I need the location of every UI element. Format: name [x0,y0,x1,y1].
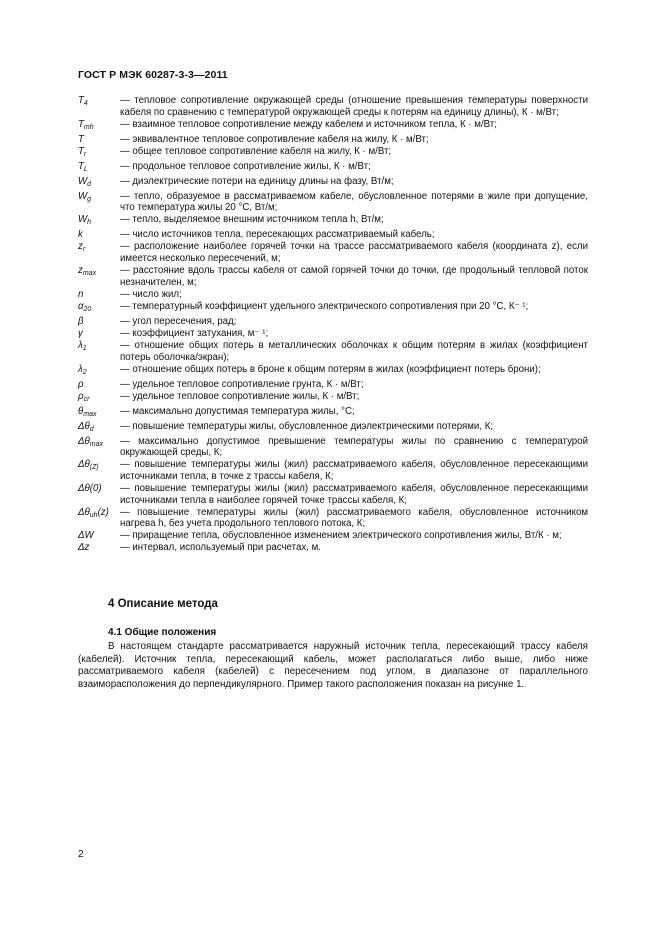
definition-item [78,436,588,459]
definition-symbol: $\lambda_2$ [78,363,87,376]
definition-text: — число источников тепла, пересекающих рассматриваемый кабель; [120,229,435,241]
definition-symbol: $\Delta\theta_{max}$ [78,435,103,448]
definition-text: — взаимное тепловое сопротивление между кабелем и источником тепла, К · м/Вт; [120,118,497,130]
definition-symbol: Δz [78,542,90,554]
definition-symbol: k [78,229,83,241]
definition-item [78,364,588,379]
definition-text: — температурный коэффициент удельного электрического сопротивления при 20 °С, К⁻ ¹; [120,300,529,312]
definition-text: — отношение общих потерь в металлических оболочках к общим потерям в жилах (коэффициент потерь оболочка/экран); [120,339,588,363]
definitions-list [78,95,588,554]
definition-item [78,459,588,482]
definition-item [78,507,588,530]
definition-symbol: $\lambda_1$ [78,339,87,352]
definition-text: — повышение температуры жилы, обусловленное диэлектрическими потерями, К; [120,420,494,432]
definition-text: — эквивалентное тепловое сопротивление кабеля на жилу, К · м/Вт; [120,133,429,145]
definition-text: — отношение общих потерь в броне к общим потерям в жилах (коэффициент потерь брони); [120,363,541,375]
definition-text: — максимально допустимая температура жилы, °С; [120,405,355,417]
definition-text: — удельное тепловое сопротивление жилы, К · м/Вт; [120,390,360,402]
definition-item [78,542,588,554]
definition-symbol: Δθ(0) [78,482,102,494]
definition-text: — тепло, выделяемое внешним источником тепла h, Вт/м; [120,214,384,226]
definition-symbol: $W_d$ [78,175,92,188]
definition-symbol: $\alpha_{20}$ [78,300,92,313]
definition-item [78,265,588,288]
definition-symbol: T [78,133,84,145]
definition-text: — диэлектрические потери на единицу длины на фазу, Вт/м; [120,175,394,187]
page-number: 2 [78,849,84,860]
definition-item [78,483,588,506]
definition-text: — приращение тепла, обусловленное изменением электрического сопротивления жилы, Вт/К · м; [120,530,562,542]
definition-item [78,176,588,191]
definition-item [78,316,588,328]
definition-item [78,191,588,214]
definition-symbol: $\Delta\theta_{uh}(z)$ [78,506,109,519]
definition-item [78,161,588,176]
definition-item [78,301,588,316]
definition-text: — максимально допустимое превышение температуры жилы по сравнению с температурой окружающей среды, К; [120,435,588,459]
definition-item [78,289,588,301]
definition-item [78,214,588,229]
definition-text: — общее тепловое сопротивление кабеля на жилу, К · м/Вт; [120,145,392,157]
definition-text: — удельное тепловое сопротивление грунта, К · м/Вт; [120,378,364,390]
definition-symbol: $T_{mh}$ [78,118,94,131]
definition-item [78,134,588,146]
definition-item [78,379,588,391]
definition-text: — тепло, образуемое в рассматриваемом кабеле, обусловленное потерями в жиле при допущение, что температура жилы 20 °С, Вт/м; [120,190,588,214]
definition-symbol: $z_r$ [78,241,86,254]
definition-symbol: $\rho_{cr}$ [78,390,90,403]
definition-symbol: ρ [78,378,84,390]
definition-text: — продольное тепловое сопротивление жилы, К · м/Вт; [120,160,371,172]
definition-text: — расположение наиболее горячей точки на трассе рассматриваемого кабеля (координата z), если имеется несколько пересечений, м; [120,241,588,265]
definition-symbol: $W_g$ [78,190,92,203]
definition-text: — повышение температуры жилы (жил) рассматриваемого кабеля, обусловленное пересекающими источниками тепла в наиболее горячей точке трассы кабеля, К; [120,482,588,506]
definition-symbol: $\Delta\theta_d$ [78,420,94,433]
definition-item [78,229,588,241]
definition-text: — число жил; [120,288,182,300]
definition-symbol: $T_L$ [78,160,88,173]
definition-symbol: $W_h$ [78,214,92,227]
definition-text: — повышение температуры жилы (жил) рассматриваемого кабеля, обусловленное пересекающими источниками тепла, в точке z трассы кабеля, К; [120,459,588,482]
definition-item [78,421,588,436]
definition-item [78,391,588,406]
definition-item [78,530,588,542]
definition-item [78,119,588,134]
subsection-heading: 4.1 Общие положения [108,627,217,638]
definition-symbol: n [78,288,84,300]
definition-text: — угол пересечения, рад; [120,315,237,327]
document-header: ГОСТ Р МЭК 60287-3-3—2011 [78,69,228,81]
definition-symbol: ΔW [78,530,94,542]
definition-text: — расстояние вдоль трассы кабеля от самой горячей точки до точки, где продольный тепловой поток незначителен, м; [120,265,588,288]
body-paragraph [78,641,588,691]
definition-symbol: $z_{max}$ [78,265,97,278]
definition-item [78,95,588,118]
definition-item [78,406,588,421]
definition-symbol: γ [78,327,83,339]
definition-item [78,241,588,264]
definition-symbol: $\Delta\theta_{(Z)}$ [78,459,99,472]
definition-item [78,328,588,340]
definition-text: — тепловое сопротивление окружающей среды (отношение превышения температуры поверхности кабеля по сравнению с температурой окружающей среды к потерям на единицу длины), К · м/Вт; [120,95,588,118]
definition-symbol: β [78,315,84,327]
definition-text: — коэффициент затухания, м⁻ ¹; [120,327,269,339]
definition-text: — повышение температуры жилы (жил) рассматриваемого кабеля, обусловленное источником нагрева h, без учета продольного теплового потока, К; [120,506,588,530]
definition-symbol: $T_4$ [78,95,88,107]
definition-item [78,146,588,161]
definition-text: — интервал, используемый при расчетах, м. [120,542,321,554]
paragraph-text: В настоящем стандарте рассматривается наружный источник тепла, пересекающий трассу кабеля (кабелей). Источник тепла, пересекающий кабель, может располагаться либо выше, либо ниже рассматриваемого кабеля (кабелей) с пересечением под углом, в диапазоне от параллельного взаиморасположения до перпендикулярного. Пример такого расположения показан на рисунке 1. [78,641,588,690]
definition-item [78,340,588,363]
definition-symbol: $\theta_{max}$ [78,405,97,418]
definition-symbol: $T_r$ [78,145,87,158]
section-heading: 4 Описание метода [108,598,218,610]
